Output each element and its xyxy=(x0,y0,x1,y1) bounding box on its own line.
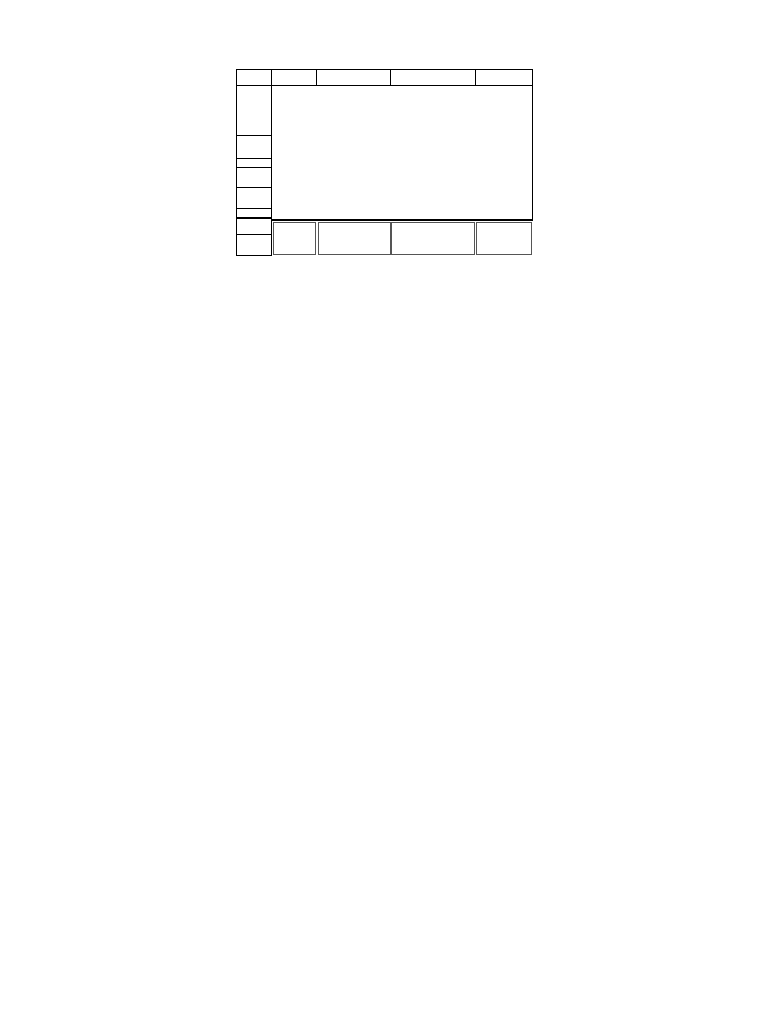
row-header-3[interactable] xyxy=(236,159,272,168)
header-date[interactable] xyxy=(476,222,532,255)
row-header-5[interactable] xyxy=(236,188,272,209)
header-day-name[interactable] xyxy=(391,222,475,255)
spreadsheet xyxy=(236,69,533,946)
column-header-a[interactable] xyxy=(272,69,317,86)
row-header-4[interactable] xyxy=(236,168,272,188)
header-cell-a[interactable] xyxy=(273,222,316,255)
row-header-2[interactable] xyxy=(236,136,272,159)
row-header-8[interactable] xyxy=(236,235,272,256)
corner-cell[interactable] xyxy=(236,69,272,86)
column-header-c[interactable] xyxy=(391,69,476,86)
row-header-7[interactable] xyxy=(236,218,272,235)
column-header-b[interactable] xyxy=(317,69,391,86)
header-day-number[interactable] xyxy=(318,222,391,255)
column-header-d[interactable] xyxy=(476,69,533,86)
row-header-1[interactable] xyxy=(236,86,272,136)
blank-header-area[interactable] xyxy=(272,86,533,221)
row-header-6[interactable] xyxy=(236,209,272,218)
